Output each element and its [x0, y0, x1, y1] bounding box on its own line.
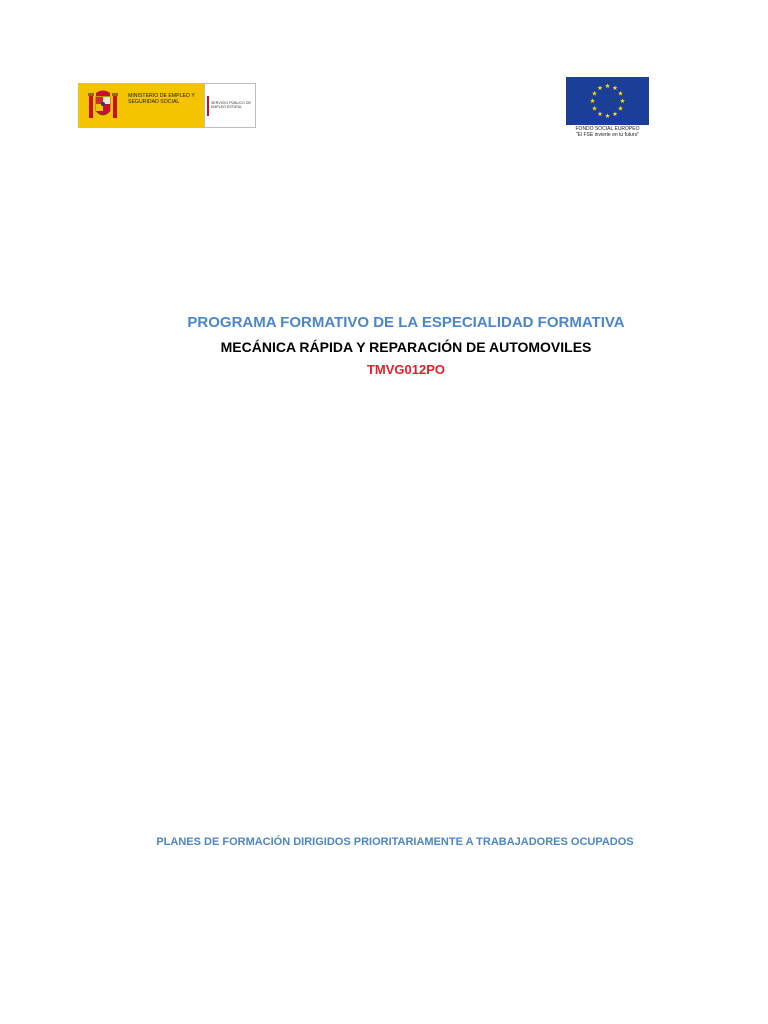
footer-plans-text: PLANES DE FORMACIÓN DIRIGIDOS PRIORITARIAMENTE A TRABAJADORES OCUPADOS: [156, 836, 634, 848]
sepe-red-bar: [207, 96, 209, 116]
coat-of-arms-icon: [85, 87, 121, 124]
eu-caption-line1: FONDO SOCIAL EUROPEO: [575, 126, 640, 132]
program-title: PROGRAMA FORMATIVO DE LA ESPECIALIDAD FORMATIVA: [187, 314, 625, 331]
eu-logo: [566, 77, 649, 141]
eu-caption: [566, 126, 649, 138]
eu-flag-icon: [566, 77, 649, 125]
ministry-name: MINISTERIO DE EMPLEO Y SEGURIDAD SOCIAL: [128, 93, 195, 105]
specialty-name: MECÁNICA RÁPIDA Y REPARACIÓN DE AUTOMOVILES: [220, 339, 592, 355]
specialty-code: TMVG012PO: [366, 362, 446, 377]
eu-caption-line2: "El FSE invierte en tu futuro": [575, 132, 640, 138]
sepe-logo: [204, 83, 256, 128]
ministry-logo: [78, 83, 256, 128]
sepe-name: SERVICIO PÚBLICO DE EMPLEO ESTATAL: [211, 101, 251, 110]
